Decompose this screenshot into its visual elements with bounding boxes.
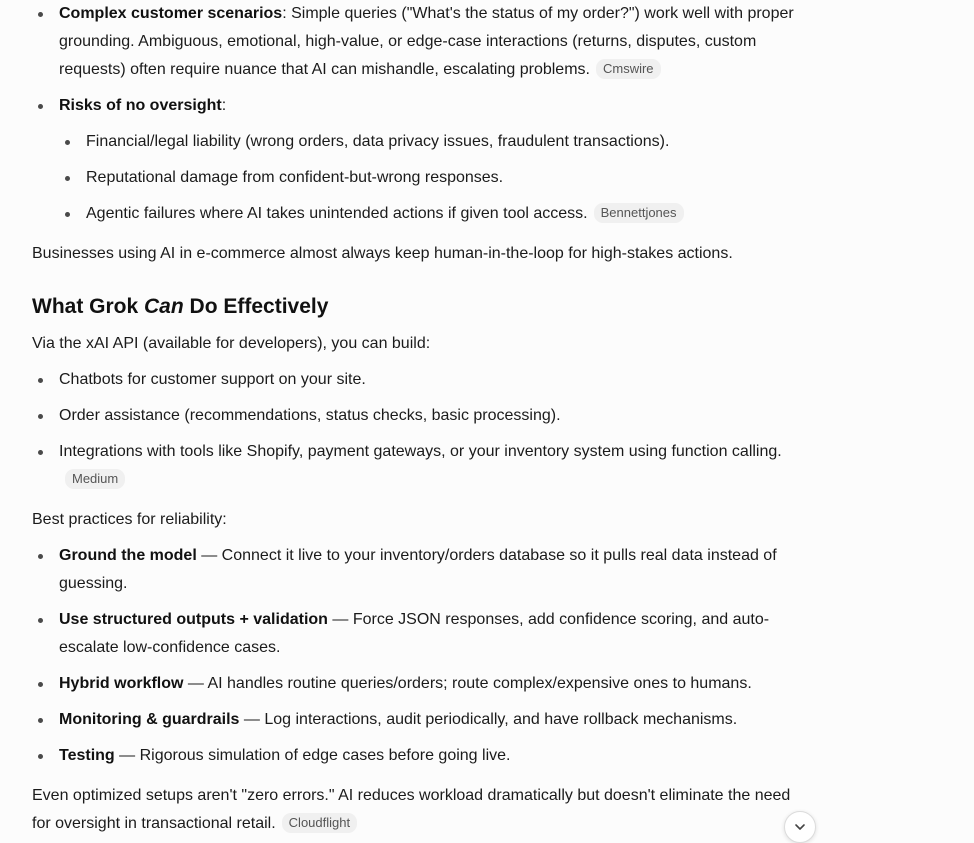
item-bold: Ground the model — [59, 547, 197, 564]
source-chip[interactable]: Cmswire — [596, 59, 661, 79]
source-chip[interactable]: Bennettjones — [594, 203, 684, 223]
item-bold: Monitoring & guardrails — [59, 711, 240, 728]
list-item — [32, 670, 802, 698]
item-bold: Complex customer scenarios — [59, 5, 283, 22]
chevron-down-icon — [793, 820, 807, 834]
list-item — [32, 164, 802, 192]
scroll-to-bottom-button[interactable] — [784, 811, 816, 843]
item-text: : Simple queries ("What's the status of my order?") work well with proper grounding. Ambiguous, emotional, high-value, or edge-case interactions (returns, disputes, custom requests) often require nuance that AI can mishandle, escalating problems. — [59, 5, 794, 78]
item-text: Chatbots for customer support on your site. — [59, 371, 366, 388]
item-text: — AI handles routine queries/orders; route complex/expensive ones to humans. — [183, 675, 752, 692]
list-item — [32, 402, 802, 430]
item-text: — Log interactions, audit periodically, and have rollback mechanisms. — [239, 711, 738, 728]
list-item — [32, 706, 802, 734]
list-item — [32, 128, 802, 156]
list-item — [32, 606, 802, 662]
item-text: — Rigorous simulation of edge cases before going live. — [114, 747, 511, 764]
capability-list — [32, 366, 802, 494]
item-bold: Testing — [59, 747, 115, 764]
response-content — [32, 0, 802, 838]
heading-post: Do Effectively — [183, 295, 329, 318]
item-text: Integrations with tools like Shopify, payment gateways, or your inventory system using function calling. — [59, 443, 782, 460]
item-bold: Hybrid workflow — [59, 675, 184, 692]
heading-em: Can — [144, 295, 184, 318]
paragraph — [32, 782, 802, 838]
item-text: Agentic failures where AI takes unintended actions if given tool access. — [86, 205, 588, 222]
list-item — [32, 200, 802, 228]
section-heading — [32, 293, 802, 321]
list-item — [32, 742, 802, 770]
item-text: Order assistance (recommendations, status checks, basic processing). — [59, 407, 561, 424]
list-item — [32, 438, 802, 494]
paragraph: Via the xAI API (available for developers), you can build: — [32, 335, 431, 352]
item-text: — Connect it live to your inventory/orders database so it pulls real data instead of guessing. — [59, 547, 777, 592]
source-chip[interactable]: Medium — [65, 469, 125, 489]
item-bold: Use structured outputs + validation — [59, 611, 328, 628]
item-text: Financial/legal liability (wrong orders, data privacy issues, fraudulent transactions). — [86, 133, 670, 150]
list-item — [32, 92, 802, 120]
source-chip[interactable]: Cloudflight — [282, 813, 357, 833]
item-text: — Force JSON responses, add confidence scoring, and auto-escalate low-confidence cases. — [59, 611, 770, 656]
item-bold: Risks of no oversight — [59, 97, 222, 114]
paragraph: Businesses using AI in e-commerce almost always keep human-in-the-loop for high-stakes actions. — [32, 245, 733, 262]
risk-sublist — [32, 128, 802, 228]
list-item — [32, 542, 802, 598]
item-text: : — [221, 97, 227, 114]
list-item — [32, 0, 802, 84]
risk-list — [32, 0, 802, 120]
item-text: Reputational damage from confident-but-wrong responses. — [86, 169, 504, 186]
heading-pre: What Grok — [32, 295, 145, 318]
list-item — [32, 366, 802, 394]
paragraph-text: Even optimized setups aren't "zero errors." AI reduces workload dramatically but doesn't eliminate the need for oversight in transactional retail. — [32, 787, 791, 832]
paragraph: Best practices for reliability: — [32, 511, 227, 528]
best-practices-list — [32, 542, 802, 770]
